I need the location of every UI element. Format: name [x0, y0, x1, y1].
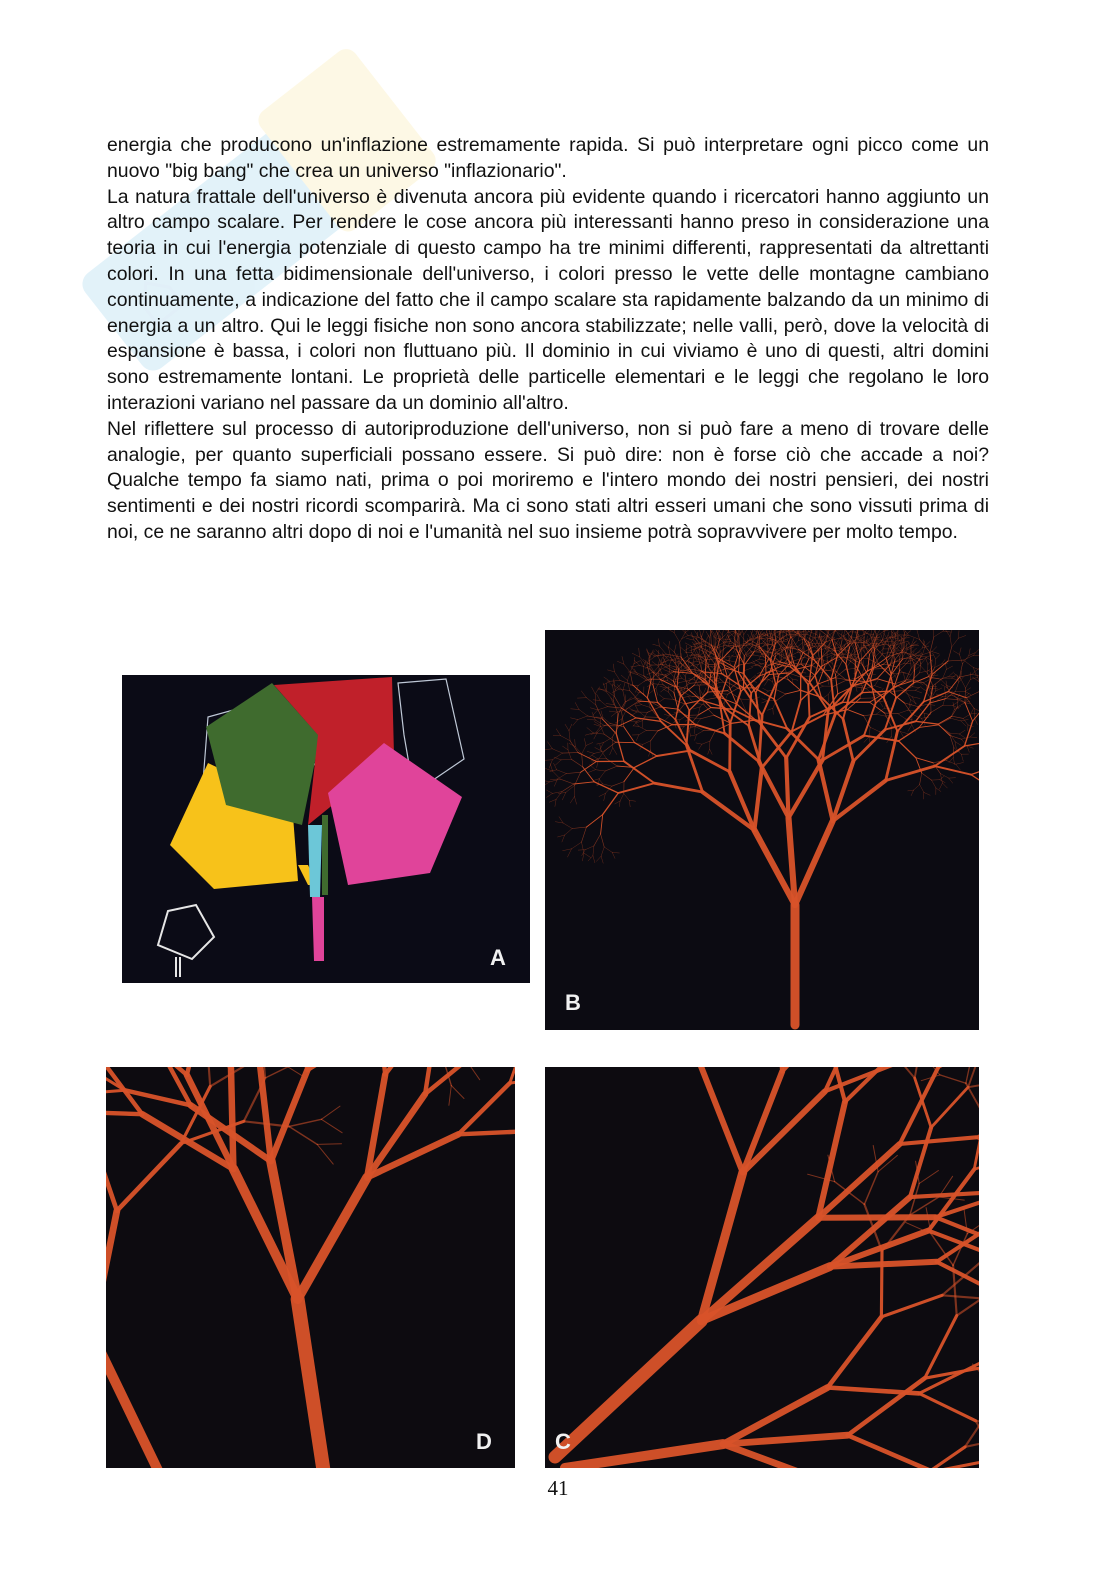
- figure-a-label: A: [490, 945, 506, 970]
- body-text: [107, 133, 989, 546]
- figure-b: [545, 630, 979, 1030]
- fractal-tree-detail-d: [106, 1067, 515, 1468]
- figure-c-label: C: [555, 1429, 571, 1454]
- figure-c: [545, 1067, 979, 1468]
- fractal-tree-full: [545, 630, 979, 1030]
- figure-b-label: B: [565, 990, 581, 1015]
- figure-d: [106, 1067, 515, 1468]
- fractal-tree-detail-c: [545, 1067, 979, 1468]
- paragraph-3: Nel riflettere sul processo di autoriproduzione dell'universo, non si può fare a meno di trovare delle analogie, per quanto superficiali possano essere. Si può dire: non è forse ciò che accade a noi? Qualche tempo fa siamo nati, prima o poi moriremo e l'intero mondo dei nostri pensieri, dei nostri sentimenti e dei nostri ricordi scomparirà. Ma ci sono stati altri esseri umani che sono vissuti prima di noi, ce ne saranno altri dopo di noi e l'umanità nel suo insieme potrà sopravvivere per molto tempo.: [107, 417, 989, 543]
- fractal-construction-diagram: [122, 675, 530, 983]
- page-number: 41: [547, 1476, 569, 1500]
- paragraph-1: energia che producono un'inflazione estremamente rapida. Si può interpretare ogni picco come un nuovo "big bang" che crea un universo "inflazionario".: [107, 134, 989, 182]
- paragraph-2: La natura frattale dell'universo è divenuta ancora più evidente quando i ricercatori hanno aggiunto un altro campo scalare. Per rendere le cose ancora più interessanti hanno preso in considerazione una teoria in cui l'energia potenziale di questo campo ha tre minimi differenti, rappresentati da altrettanti colori. In una fetta bidimensionale dell'universo, i colori presso le vette delle montagne cambiano continuamente, a indicazione del fatto che il campo scalare sta rapidamente balzando da un minimo di energia a un altro. Qui le leggi fisiche non sono ancora stabilizzate; nelle valli, però, dove la velocità di espansione è bassa, i colori non fluttuano più. Il dominio in cui viviamo è uno di questi, altri domini sono estremamente lontani. Le proprietà delle particelle elementari e le leggi che regolano le loro interazioni variano nel passare da un dominio all'altro.: [107, 185, 989, 414]
- svg-text:⌂: ⌂: [109, 245, 201, 344]
- figure-d-label: D: [476, 1429, 492, 1454]
- figure-a: [122, 675, 530, 983]
